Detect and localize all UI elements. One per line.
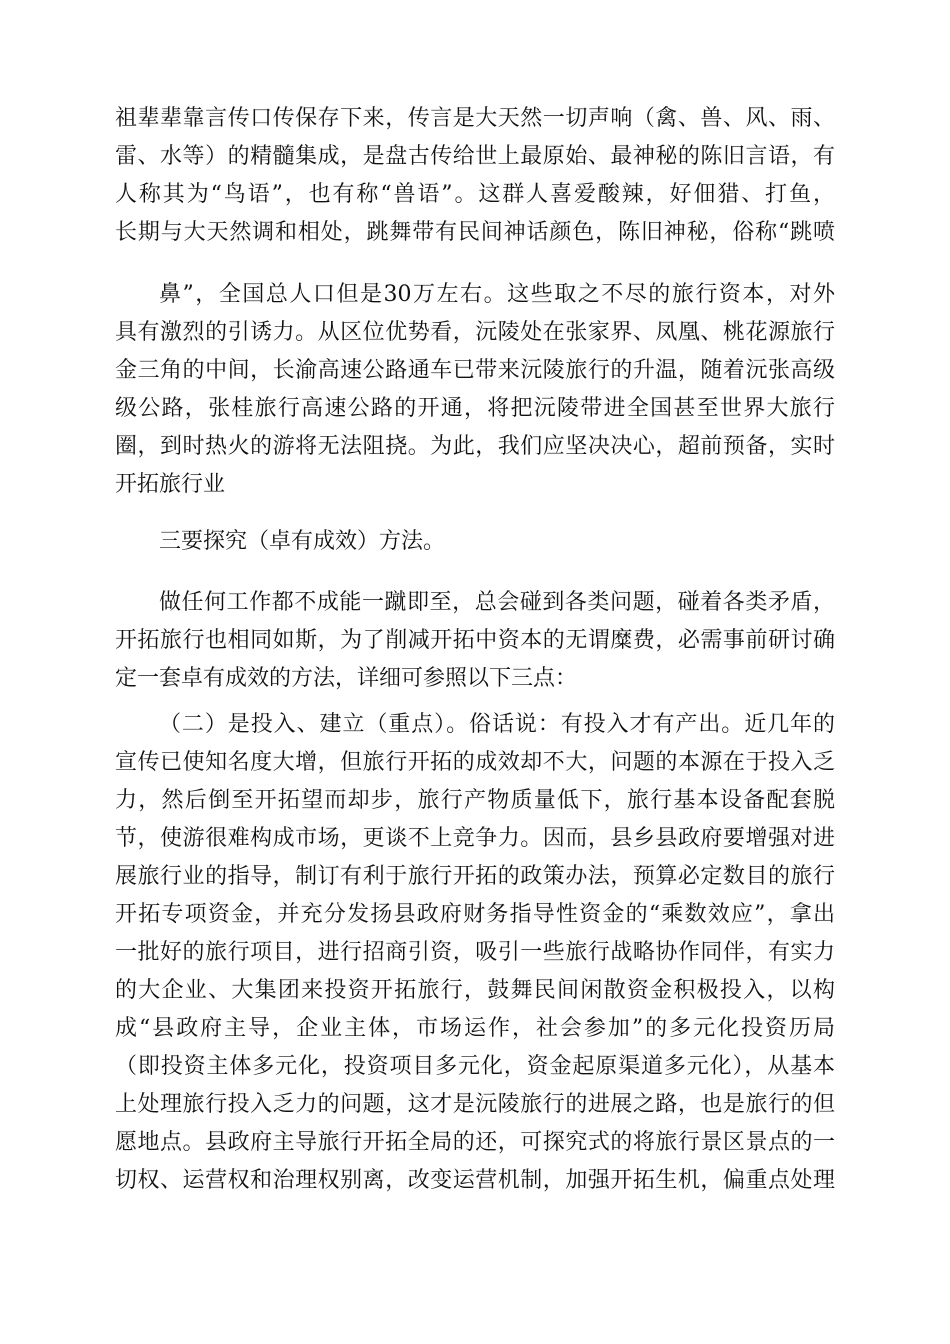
paragraph-1 — [115, 100, 835, 252]
text-line: 级公路，张桂旅行高速公路的开通，将把沅陵带进全国甚至世界大旅行 — [115, 396, 835, 421]
text-line: 做任何工作都不成能一蹴即至，总会碰到各类问题，碰着各类矛盾， — [159, 590, 835, 615]
text-line: 开拓旅行也相同如斯，为了削减开拓中资本的无谓糜费，必需事前研讨确 — [115, 628, 835, 653]
text-line: 切权、运营权和治理权别离，改变运营机制，加强开拓生机，偏重点处理 — [115, 1168, 835, 1193]
paragraph-2 — [115, 276, 835, 504]
text-line: 力，然后倒至开拓望而却步，旅行产物质量低下，旅行基本设备配套脱 — [115, 788, 835, 813]
section-heading — [115, 523, 835, 561]
text-line: 一批好的旅行项目，进行招商引资，吸引一些旅行战略协作同伴，有实力 — [115, 940, 835, 965]
text-line: 开拓旅行业 — [115, 472, 226, 497]
paragraph-3 — [115, 584, 835, 698]
text-line: 圈，到时热火的游将无法阻挠。为此，我们应坚决决心，超前预备，实时 — [115, 434, 835, 459]
text-line: 具有激烈的引诱力。从区位优势看，沅陵处在张家界、凤凰、桃花源旅行 — [115, 320, 835, 345]
text-line: 定一套卓有成效的方法，详细可参照以下三点： — [115, 666, 578, 691]
text-line: 的大企业、大集团来投资开拓旅行，鼓舞民间闲散资金积极投入，以构 — [115, 978, 835, 1003]
text-line: 鼻”，全国总人口但是30万左右。这些取之不尽的旅行资本，对外 — [159, 282, 835, 307]
text-line: （二）是投入、建立（重点）。俗话说：有投入才有产出。近几年的 — [159, 712, 835, 737]
paragraph-4 — [115, 706, 835, 1200]
text-line: 上处理旅行投入乏力的问题，这才是沅陵旅行的进展之路，也是旅行的但 — [115, 1092, 835, 1117]
text-line: 成“县政府主导，企业主体，市场运作，社会参加”的多元化投资历局 — [115, 1016, 835, 1041]
text-line: 祖辈辈靠言传口传保存下来，传言是大天然一切声响（禽、兽、风、雨、 — [115, 106, 835, 131]
text-line: （即投资主体多元化，投资项目多元化，资金起原渠道多元化），从基本 — [115, 1054, 835, 1079]
text-line: 雷、水等）的精髓集成，是盘古传给世上最原始、最神秘的陈旧言语，有 — [115, 144, 835, 169]
text-line: 展旅行业的指导，制订有利于旅行开拓的政策办法，预算必定数目的旅行 — [115, 864, 835, 889]
text-line: 金三角的中间，长渝高速公路通车已带来沅陵旅行的升温，随着沅张高级 — [115, 358, 835, 383]
text-line: 宣传已使知名度大增，但旅行开拓的成效却不大，问题的本源在于投入乏 — [115, 750, 835, 775]
text-line: 节，使游很难构成市场，更谈不上竞争力。因而，县乡县政府要增强对进 — [115, 826, 835, 851]
text-line: 三要探究（卓有成效）方法。 — [159, 529, 446, 554]
text-line: 人称其为“鸟语”，也有称“兽语”。这群人喜爱酸辣，好佃猎、打鱼， — [115, 182, 835, 207]
text-line: 长期与大天然调和相处，跳舞带有民间神话颜色，陈旧神秘，俗称“跳喷 — [115, 220, 835, 245]
text-line: 开拓专项资金，并充分发扬县政府财务指导性资金的“乘数效应”，拿出 — [115, 902, 835, 927]
text-line: 愿地点。县政府主导旅行开拓全局的还，可探究式的将旅行景区景点的一 — [115, 1130, 835, 1155]
